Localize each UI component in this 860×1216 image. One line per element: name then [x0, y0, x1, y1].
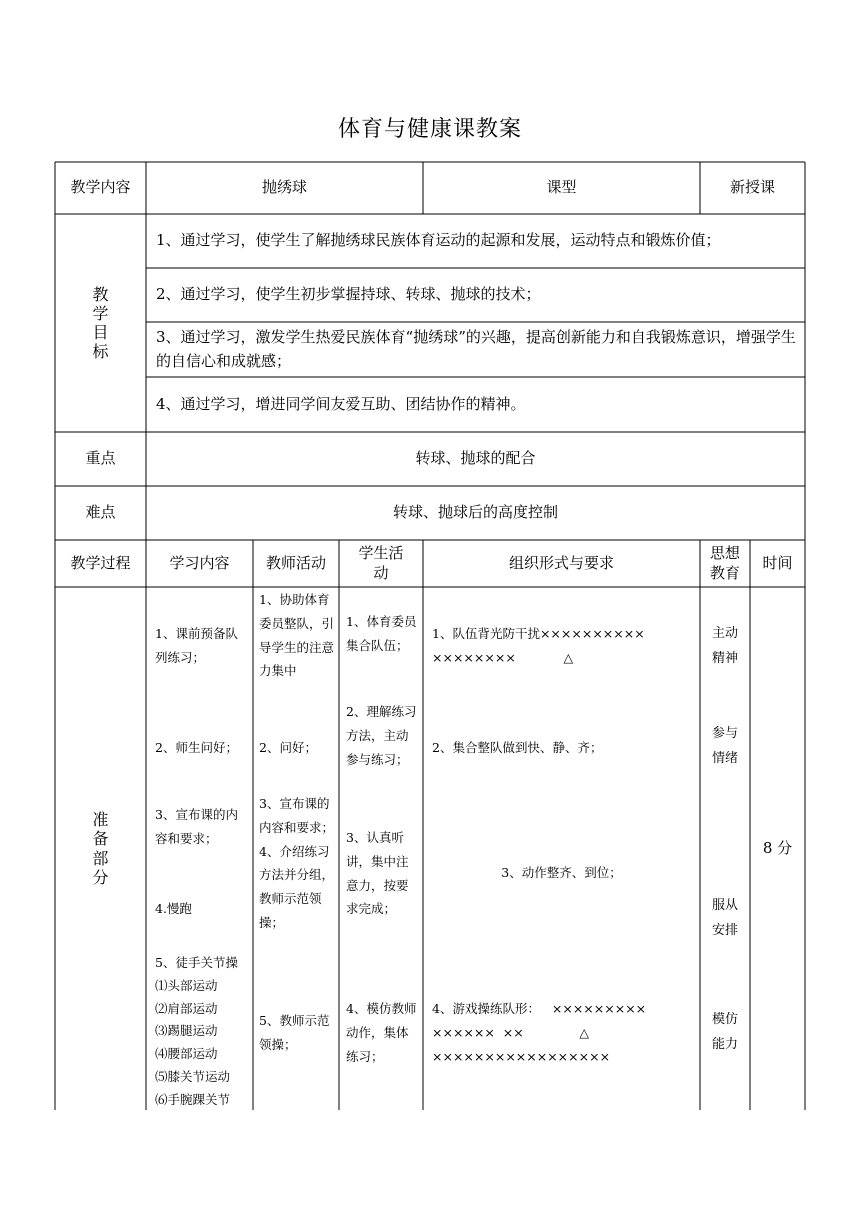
education-item: 主动 精神: [711, 626, 738, 666]
process-header: 时间: [762, 553, 793, 572]
process-header: 组织形式与要求: [508, 553, 614, 572]
process-header: 学习内容: [169, 553, 230, 572]
objective-item: 1、通过学习，使学生了解抛绣球民族体育运动的起源和发展，运动特点和锻炼价值；: [156, 231, 721, 250]
student-activity: 3、认真听讲，集中注意力，按要求完成；: [346, 830, 409, 917]
organization-item: 4、游戏操练队形： ××××××××× ×××××× ×× △ ×××××××××××××××××: [432, 1001, 647, 1064]
teacher-activity: 5、教师示范领操；: [259, 1013, 330, 1052]
teacher-activity: 2、问好；: [259, 740, 317, 755]
difficulty-label: 难点: [85, 503, 116, 522]
student-activity: 1、体育委员集合队伍；: [346, 614, 417, 653]
learning-item: 3、宣布课的内容和要求；: [155, 807, 238, 846]
process-header: 教师活动: [265, 553, 326, 572]
process-header: 思想教育: [709, 544, 740, 582]
student-activity: 2、理解练习方法，主动参与练习；: [346, 704, 417, 767]
content-value: 抛绣球: [261, 178, 307, 197]
difficulty-value: 转球、抛球后的高度控制: [392, 503, 558, 522]
teacher-activity: 3、宣布课的内容和要求； 4、介绍练习方法并分组，教师示范领操；: [259, 796, 335, 930]
prep-section-label: 准 备 部 分: [92, 810, 109, 887]
type-value: 新授课: [729, 178, 775, 197]
learning-item: 1、课前预备队列练习；: [155, 626, 238, 665]
key-point-label: 重点: [85, 449, 116, 468]
learning-item: 5、徒手关节操 ⑴头部运动 ⑵肩部运动 ⑶踢腿运动 ⑷腰部运动 ⑸膝关节运动 ⑹手腕踝关节: [155, 955, 238, 1107]
type-label: 课型: [546, 178, 577, 197]
education-item: 服从 安排: [711, 898, 738, 938]
objective-item: 3、通过学习，激发学生热爱民族体育“抛绣球”的兴趣，提高创新能力和自我锻炼意识，增强学生的自信心和成就感；: [156, 328, 796, 370]
learning-item: 4.慢跑: [155, 901, 192, 916]
education-item: 模仿 能力: [711, 1012, 738, 1052]
student-activity: 4、模仿教师动作，集体练习；: [346, 1001, 417, 1064]
prep-time: 8 分: [762, 838, 793, 857]
teacher-activity: 1、协助体育委员整队，引导学生的注意力集中: [259, 592, 335, 679]
page-title: 体育与健康课教案: [337, 117, 522, 142]
objective-item: 2、通过学习，使学生初步掌握持球、转球、抛球的技术；: [156, 285, 541, 304]
organization-item: 3、动作整齐、到位；: [501, 865, 622, 880]
content-label: 教学内容: [70, 178, 131, 197]
organization-item: 1、队伍背光防干扰×××××××××× ×××××××× △: [432, 626, 645, 665]
education-item: 参与 情绪: [711, 726, 738, 766]
process-header: 教学过程: [70, 553, 131, 572]
process-header: 学生活动: [358, 544, 404, 582]
objective-item: 4、通过学习，增进同学间友爱互助、团结协作的精神。: [156, 394, 526, 413]
objectives-label: 教 学 目 标: [92, 284, 109, 362]
organization-item: 2、集合整队做到快、静、齐；: [432, 740, 603, 755]
key-point-value: 转球、抛球的配合: [415, 449, 536, 468]
learning-item: 2、师生问好；: [155, 740, 238, 755]
